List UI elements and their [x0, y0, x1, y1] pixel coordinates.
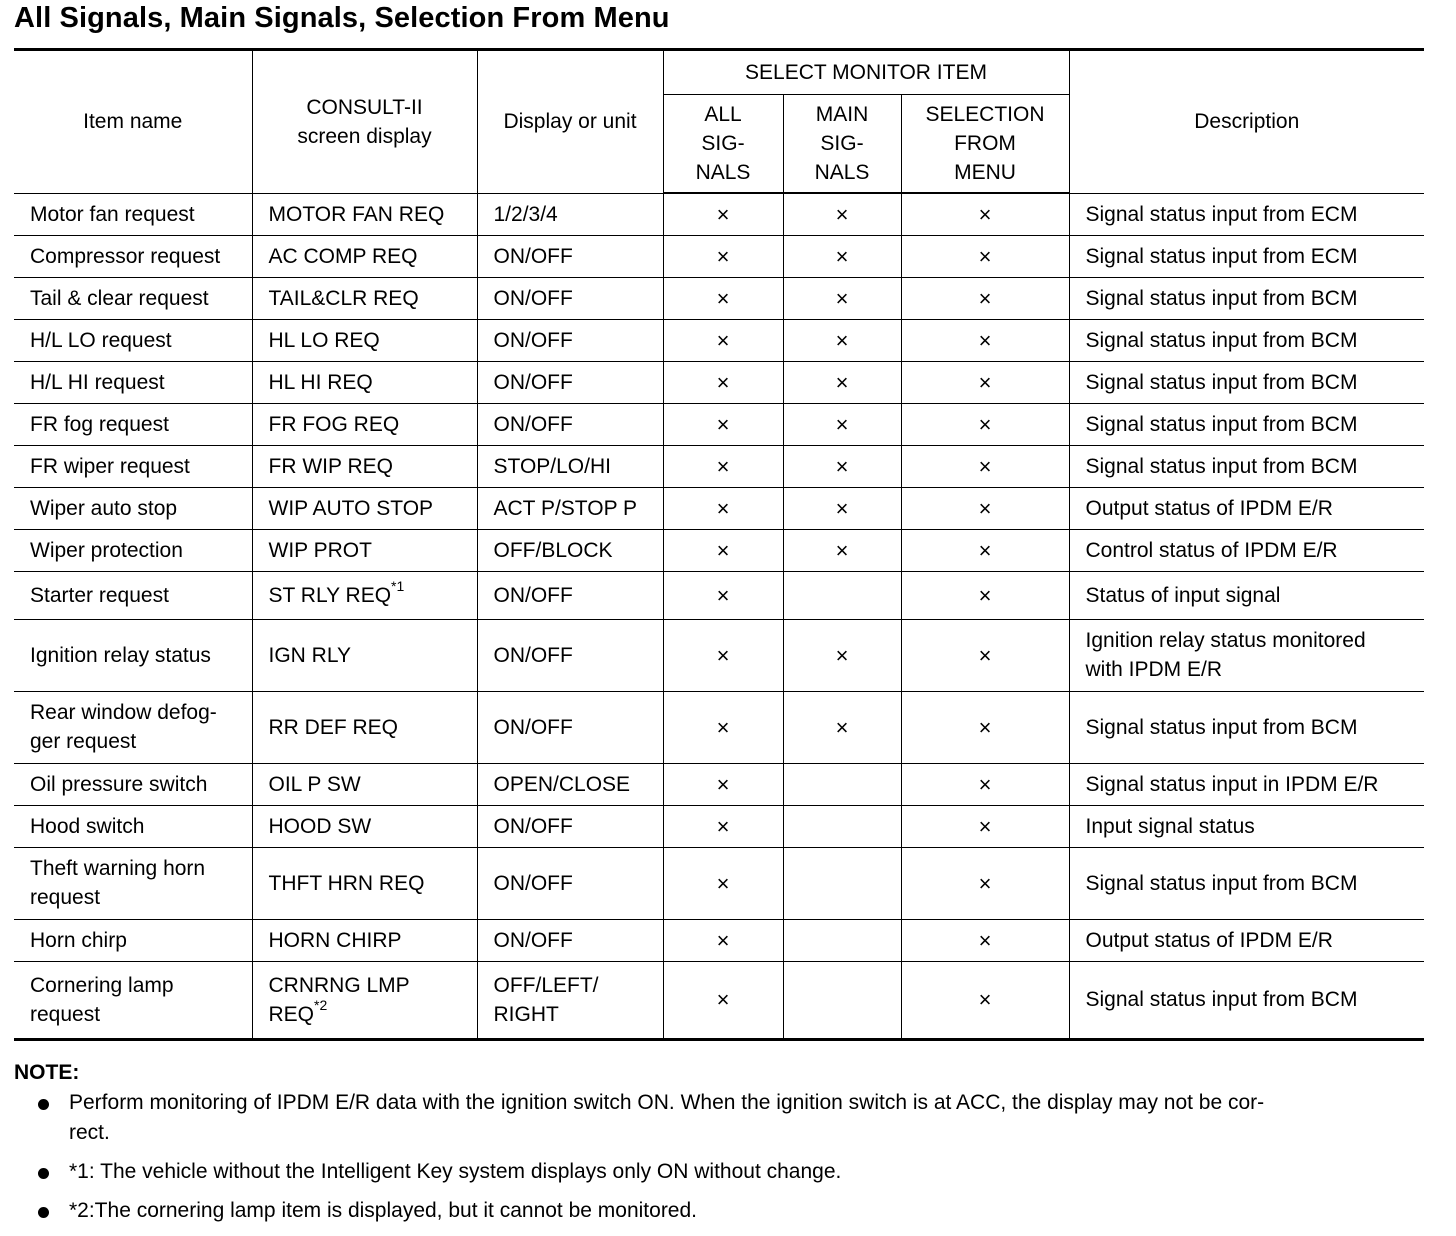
table-row: [14, 961, 1424, 1038]
notes-section: [14, 1058, 1434, 1235]
all-signals-cell: [663, 805, 783, 847]
screen-display-cell: HORN CHIRP: [252, 919, 477, 961]
all-signals-cell: [663, 193, 783, 235]
selection-from-menu-cell: [901, 529, 1069, 571]
table-row: [14, 235, 1424, 277]
all-signals-cell: [663, 445, 783, 487]
x-mark-icon: ×: [978, 927, 992, 953]
x-mark-icon: ×: [835, 369, 849, 395]
monitor-item-table-container: [14, 48, 1424, 1041]
x-mark-icon: ×: [716, 813, 730, 839]
main-signals-cell: [783, 619, 901, 691]
footnote-marker: *1: [391, 577, 405, 594]
x-mark-icon: ×: [835, 537, 849, 563]
x-mark-icon: ×: [978, 987, 992, 1013]
x-mark-icon: ×: [835, 642, 849, 668]
item-name-cell: Ignition relay status: [14, 619, 252, 691]
screen-display-cell: AC COMP REQ: [252, 235, 477, 277]
display-unit-cell: ON/OFF: [477, 403, 663, 445]
x-mark-icon: ×: [716, 771, 730, 797]
x-mark-icon: ×: [978, 369, 992, 395]
x-mark-icon: ×: [716, 987, 730, 1013]
description-cell: Status of input signal: [1069, 571, 1424, 619]
table-row: [14, 571, 1424, 619]
selection-from-menu-cell: [901, 805, 1069, 847]
x-mark-icon: ×: [978, 642, 992, 668]
description-cell: Signal status input from BCM: [1069, 847, 1424, 919]
header-consult-line-2: screen display: [297, 124, 432, 148]
header-display-or-unit: Display or unit: [477, 51, 663, 193]
x-mark-icon: ×: [716, 453, 730, 479]
display-unit-cell: ON/OFF: [477, 361, 663, 403]
description-cell: Signal status input from BCM: [1069, 403, 1424, 445]
selection-from-menu-cell: [901, 277, 1069, 319]
selection-from-menu-cell: [901, 403, 1069, 445]
display-unit-cell: ON/OFF: [477, 619, 663, 691]
all-signals-cell: [663, 235, 783, 277]
x-mark-icon: ×: [716, 714, 730, 740]
selection-from-menu-cell: [901, 487, 1069, 529]
main-signals-cell: [783, 277, 901, 319]
main-signals-cell: [783, 805, 901, 847]
description-cell: Signal status input from ECM: [1069, 193, 1424, 235]
description-cell: Signal status input from BCM: [1069, 361, 1424, 403]
x-mark-icon: ×: [978, 201, 992, 227]
x-mark-icon: ×: [835, 453, 849, 479]
description-cell: Control status of IPDM E/R: [1069, 529, 1424, 571]
x-mark-icon: ×: [835, 285, 849, 311]
x-mark-icon: ×: [716, 243, 730, 269]
all-signals-cell: [663, 529, 783, 571]
header-item-name: Item name: [14, 51, 252, 193]
table-row: [14, 361, 1424, 403]
x-mark-icon: ×: [978, 285, 992, 311]
x-mark-icon: ×: [835, 714, 849, 740]
note-item: Perform monitoring of IPDM E/R data with the ignition switch ON. When the ignition switch is at ACC, the display may not be cor- rect.: [14, 1088, 1434, 1148]
display-unit-cell: STOP/LO/HI: [477, 445, 663, 487]
all-signals-cell: [663, 487, 783, 529]
item-name-cell: Wiper auto stop: [14, 487, 252, 529]
display-unit-cell: ACT P/STOP P: [477, 487, 663, 529]
table-row: [14, 529, 1424, 571]
footnote-marker: *2: [314, 996, 328, 1013]
header-consult-line-1: CONSULT-II: [306, 95, 423, 119]
all-signals-cell: [663, 403, 783, 445]
notes-heading: NOTE:: [14, 1061, 80, 1084]
description-cell: Ignition relay status monitored with IPDM E/R: [1069, 619, 1424, 691]
main-signals-cell: [783, 319, 901, 361]
note-item: *1: The vehicle without the Intelligent Key system displays only ON without change.: [14, 1157, 1434, 1187]
x-mark-icon: ×: [978, 771, 992, 797]
all-signals-cell: [663, 763, 783, 805]
selection-from-menu-cell: [901, 961, 1069, 1038]
x-mark-icon: ×: [978, 714, 992, 740]
display-unit-cell: ON/OFF: [477, 319, 663, 361]
all-signals-cell: [663, 361, 783, 403]
display-unit-cell: ON/OFF: [477, 571, 663, 619]
item-name-cell: Rear window defog- ger request: [14, 691, 252, 763]
display-unit-cell: ON/OFF: [477, 277, 663, 319]
selection-from-menu-cell: [901, 235, 1069, 277]
item-name-cell: Motor fan request: [14, 193, 252, 235]
x-mark-icon: ×: [716, 582, 730, 608]
main-signals-cell: [783, 445, 901, 487]
table-row: [14, 691, 1424, 763]
item-name-cell: H/L HI request: [14, 361, 252, 403]
selection-from-menu-cell: [901, 319, 1069, 361]
description-cell: Signal status input from ECM: [1069, 235, 1424, 277]
x-mark-icon: ×: [835, 201, 849, 227]
main-signals-cell: [783, 403, 901, 445]
header-selection-from-menu: SELECTION FROM MENU: [901, 94, 1069, 193]
selection-from-menu-cell: [901, 763, 1069, 805]
x-mark-icon: ×: [978, 327, 992, 353]
x-mark-icon: ×: [716, 411, 730, 437]
header-all-signals: ALL SIG- NALS: [663, 94, 783, 193]
description-cell: Output status of IPDM E/R: [1069, 919, 1424, 961]
x-mark-icon: ×: [835, 411, 849, 437]
x-mark-icon: ×: [716, 201, 730, 227]
main-signals-cell: [783, 691, 901, 763]
item-name-cell: FR wiper request: [14, 445, 252, 487]
main-signals-cell: [783, 193, 901, 235]
screen-display-cell: WIP PROT: [252, 529, 477, 571]
screen-display-cell: MOTOR FAN REQ: [252, 193, 477, 235]
table-row: [14, 319, 1424, 361]
display-unit-cell: ON/OFF: [477, 847, 663, 919]
screen-display-cell: WIP AUTO STOP: [252, 487, 477, 529]
item-name-cell: Wiper protection: [14, 529, 252, 571]
item-name-cell: Hood switch: [14, 805, 252, 847]
all-signals-cell: [663, 571, 783, 619]
display-unit-cell: ON/OFF: [477, 235, 663, 277]
x-mark-icon: ×: [978, 582, 992, 608]
item-name-cell: Tail & clear request: [14, 277, 252, 319]
selection-from-menu-cell: [901, 691, 1069, 763]
x-mark-icon: ×: [978, 243, 992, 269]
display-unit-cell: 1/2/3/4: [477, 193, 663, 235]
main-signals-cell: [783, 961, 901, 1038]
header-select-monitor-item: SELECT MONITOR ITEM: [663, 51, 1069, 94]
all-signals-cell: [663, 919, 783, 961]
item-name-cell: Starter request: [14, 571, 252, 619]
item-name-cell: Compressor request: [14, 235, 252, 277]
main-signals-cell: [783, 487, 901, 529]
selection-from-menu-cell: [901, 847, 1069, 919]
display-unit-cell: OFF/BLOCK: [477, 529, 663, 571]
display-unit-cell: OFF/LEFT/ RIGHT: [477, 961, 663, 1038]
description-cell: Input signal status: [1069, 805, 1424, 847]
screen-display-cell: HL HI REQ: [252, 361, 477, 403]
x-mark-icon: ×: [978, 870, 992, 896]
table-header: [14, 51, 1424, 193]
x-mark-icon: ×: [978, 411, 992, 437]
display-unit-cell: ON/OFF: [477, 805, 663, 847]
selection-from-menu-cell: [901, 571, 1069, 619]
item-name-cell: Oil pressure switch: [14, 763, 252, 805]
header-main-signals: MAIN SIG- NALS: [783, 94, 901, 193]
description-cell: Signal status input from BCM: [1069, 691, 1424, 763]
main-signals-cell: [783, 529, 901, 571]
table-row: [14, 445, 1424, 487]
main-signals-cell: [783, 235, 901, 277]
screen-display-cell: FR FOG REQ: [252, 403, 477, 445]
x-mark-icon: ×: [835, 243, 849, 269]
display-unit-cell: ON/OFF: [477, 919, 663, 961]
all-signals-cell: [663, 619, 783, 691]
display-unit-cell: ON/OFF: [477, 691, 663, 763]
item-name-cell: Theft warning horn request: [14, 847, 252, 919]
table-row: [14, 619, 1424, 691]
main-signals-cell: [783, 847, 901, 919]
monitor-item-table: [14, 51, 1424, 1038]
item-name-cell: Cornering lamp request: [14, 961, 252, 1038]
screen-display-cell: HOOD SW: [252, 805, 477, 847]
x-mark-icon: ×: [978, 453, 992, 479]
x-mark-icon: ×: [835, 327, 849, 353]
description-cell: Signal status input from BCM: [1069, 961, 1424, 1038]
description-cell: Signal status input from BCM: [1069, 319, 1424, 361]
screen-display-cell: OIL P SW: [252, 763, 477, 805]
all-signals-cell: [663, 277, 783, 319]
description-cell: Signal status input from BCM: [1069, 445, 1424, 487]
screen-display-cell: ST RLY REQ$^{*1}$: [252, 571, 477, 619]
table-row: [14, 919, 1424, 961]
description-cell: Signal status input in IPDM E/R: [1069, 763, 1424, 805]
table-row: [14, 193, 1424, 235]
x-mark-icon: ×: [835, 495, 849, 521]
item-name-cell: Horn chirp: [14, 919, 252, 961]
screen-display-cell: TAIL&CLR REQ: [252, 277, 477, 319]
main-signals-cell: [783, 571, 901, 619]
x-mark-icon: ×: [978, 813, 992, 839]
table-row: [14, 277, 1424, 319]
x-mark-icon: ×: [716, 327, 730, 353]
x-mark-icon: ×: [716, 642, 730, 668]
screen-display-cell: HL LO REQ: [252, 319, 477, 361]
screen-display-cell: FR WIP REQ: [252, 445, 477, 487]
all-signals-cell: [663, 847, 783, 919]
table-row: [14, 847, 1424, 919]
page-title: All Signals, Main Signals, Selection From Menu: [14, 2, 670, 34]
bullet-icon: [38, 1168, 49, 1179]
screen-display-cell: CRNRNG LMP REQ$^{*2}$: [252, 961, 477, 1038]
table-row: [14, 487, 1424, 529]
note-item: *2:The cornering lamp item is displayed, but it cannot be monitored.: [14, 1196, 1434, 1226]
main-signals-cell: [783, 919, 901, 961]
all-signals-cell: [663, 319, 783, 361]
selection-from-menu-cell: [901, 193, 1069, 235]
x-mark-icon: ×: [716, 285, 730, 311]
selection-from-menu-cell: [901, 919, 1069, 961]
header-consult-screen-display: [252, 51, 477, 193]
table-row: [14, 403, 1424, 445]
selection-from-menu-cell: [901, 361, 1069, 403]
x-mark-icon: ×: [716, 495, 730, 521]
all-signals-cell: [663, 691, 783, 763]
all-signals-cell: [663, 961, 783, 1038]
header-description: Description: [1069, 51, 1424, 193]
screen-display-cell: THFT HRN REQ: [252, 847, 477, 919]
item-name-cell: FR fog request: [14, 403, 252, 445]
display-unit-cell: OPEN/CLOSE: [477, 763, 663, 805]
table-row: [14, 763, 1424, 805]
item-name-cell: H/L LO request: [14, 319, 252, 361]
x-mark-icon: ×: [978, 537, 992, 563]
bullet-icon: [38, 1099, 49, 1110]
x-mark-icon: ×: [716, 369, 730, 395]
bullet-icon: [38, 1207, 49, 1218]
table-row: [14, 805, 1424, 847]
main-signals-cell: [783, 763, 901, 805]
screen-display-cell: RR DEF REQ: [252, 691, 477, 763]
selection-from-menu-cell: [901, 445, 1069, 487]
table-body: [14, 193, 1424, 1038]
main-signals-cell: [783, 361, 901, 403]
x-mark-icon: ×: [978, 495, 992, 521]
screen-display-cell: IGN RLY: [252, 619, 477, 691]
x-mark-icon: ×: [716, 537, 730, 563]
description-cell: Output status of IPDM E/R: [1069, 487, 1424, 529]
description-cell: Signal status input from BCM: [1069, 277, 1424, 319]
x-mark-icon: ×: [716, 927, 730, 953]
x-mark-icon: ×: [716, 870, 730, 896]
selection-from-menu-cell: [901, 619, 1069, 691]
